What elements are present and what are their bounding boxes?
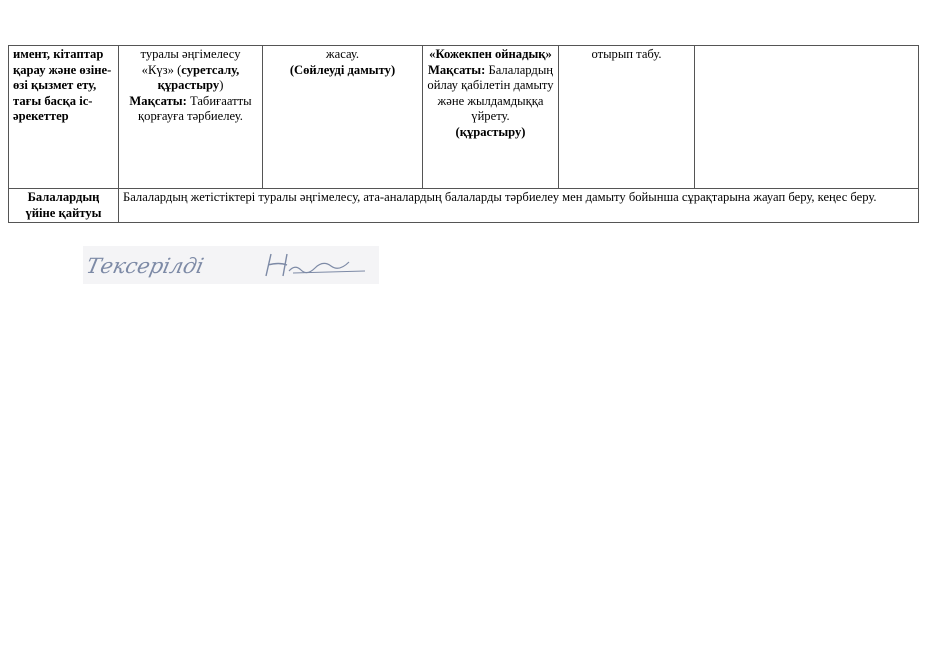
game-goal-text: Балалардың ойлау қабілетін дамыту және жылдамдыққа үйрету. <box>427 62 554 123</box>
checked-handwriting: Тексерілді <box>83 254 206 279</box>
find-activity-cell <box>559 46 695 189</box>
game-title: «Кожекпен ойнадық» <box>429 47 552 61</box>
going-home-text-cell <box>119 189 919 223</box>
art-activity-line: туралы әңгімелесу <box>140 47 241 61</box>
art-activity-type: суретсалу, құрастыру <box>157 62 240 92</box>
art-goal-text: Табиғаатты қорғауға тәрбиелеу. <box>138 93 252 123</box>
activity-label: имент, кітаптар қарау және өзіне-өзі қызмет ету, тағы басқа іс-әрекеттер <box>13 47 112 123</box>
game-activity-cell <box>423 46 559 189</box>
plan-table <box>8 45 919 223</box>
going-home-label-cell <box>9 189 119 223</box>
signature-stamp <box>83 246 379 284</box>
table-row <box>9 46 919 189</box>
signature-image <box>83 246 379 284</box>
game-goal-label: Мақсаты: <box>427 62 486 77</box>
going-home-text: Балалардың жетістіктері туралы әңгімелесу, ата-аналардың балаларды тәрбиелеу мен дамыту бойынша сұрақтарына жауап беру, кеңес беру. <box>123 190 877 204</box>
activity-label-cell <box>9 46 119 189</box>
signature-initial-mark <box>266 254 287 276</box>
empty-cell <box>695 46 919 189</box>
find-activity-text: отырып табу. <box>591 47 662 61</box>
art-activity-close: ) <box>219 78 224 92</box>
speech-activity-type: (Сөйлеуді дамыту) <box>289 62 396 77</box>
art-activity-cell <box>119 46 263 189</box>
speech-activity-cell <box>263 46 423 189</box>
signature-flourish <box>289 262 349 273</box>
going-home-label: Балалардың үйіне қайтуы <box>25 190 102 220</box>
art-goal-label: Мақсаты: <box>129 93 187 108</box>
speech-activity-text: жасау. <box>325 47 360 61</box>
table-row <box>9 189 919 223</box>
art-activity-quote: «Күз» ( <box>141 62 182 77</box>
game-activity-type: (құрастыру) <box>455 124 526 139</box>
